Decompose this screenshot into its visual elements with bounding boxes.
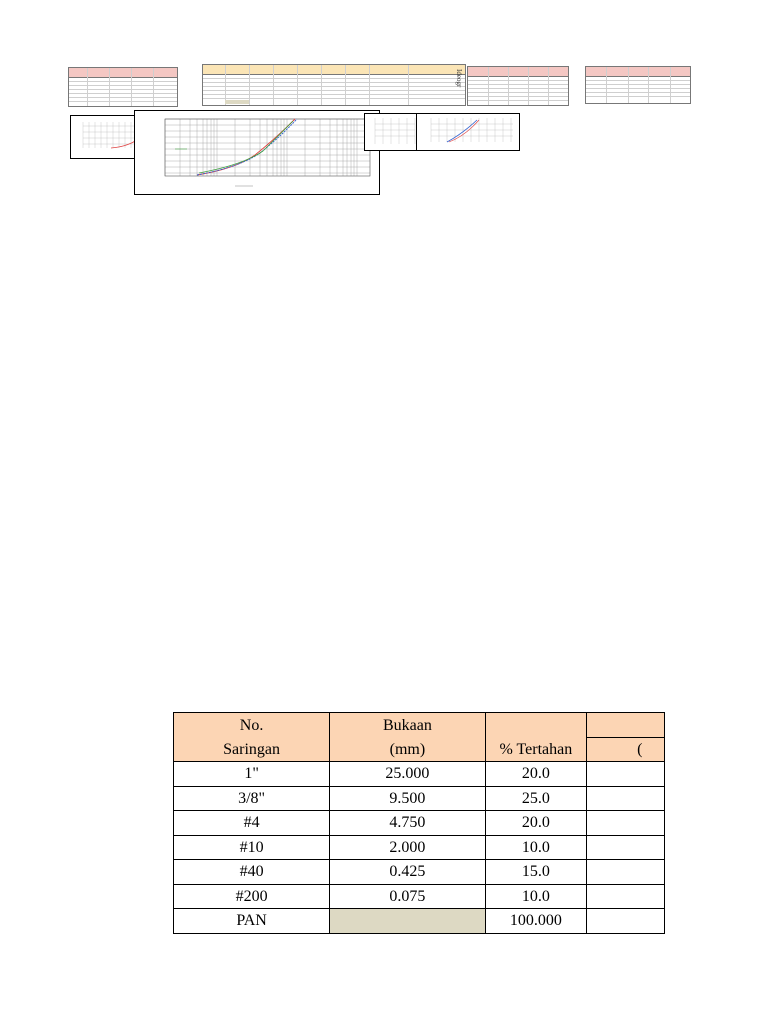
cell-no: 1" <box>174 762 330 787</box>
cell-bukaan: 9.500 <box>330 786 485 811</box>
mini-table-header <box>468 67 568 77</box>
cell-no: #200 <box>174 884 330 909</box>
col-header-tertahan-top <box>485 713 587 738</box>
mini-table-3[interactable] <box>467 66 569 106</box>
cell-bukaan: 4.750 <box>330 811 485 836</box>
cell-bukaan-pan <box>330 909 485 934</box>
cell-no: #40 <box>174 860 330 885</box>
curve-sample <box>199 121 293 173</box>
cell-cut <box>587 762 665 787</box>
table-row[interactable] <box>174 884 665 909</box>
cell-cut <box>587 909 665 934</box>
cell-bukaan: 0.075 <box>330 884 485 909</box>
table-row[interactable] <box>174 811 665 836</box>
col-header-cut-bottom: ( <box>587 737 665 762</box>
cell-no: #10 <box>174 835 330 860</box>
gradation-chart-plot <box>135 111 379 194</box>
cell-tertahan: 10.0 <box>485 835 587 860</box>
cell-bukaan: 25.000 <box>330 762 485 787</box>
table-row[interactable] <box>174 860 665 885</box>
rotated-text: Ideogr <box>455 69 463 88</box>
thumbnail-strip <box>60 55 700 200</box>
col-header-no-line2: Saringan <box>174 737 330 762</box>
mini-table-2[interactable] <box>202 64 466 106</box>
mini-table-1[interactable] <box>68 67 178 107</box>
sieve-analysis-table <box>173 712 665 942</box>
col-header-cut-top <box>587 713 665 738</box>
cell-no: 3/8" <box>174 786 330 811</box>
curve-upper <box>197 119 295 175</box>
col-header-no-line1: No. <box>174 713 330 738</box>
cell-cut <box>587 786 665 811</box>
cell-no-pan: PAN <box>174 909 330 934</box>
cell-tertahan: 25.0 <box>485 786 587 811</box>
table-row[interactable] <box>174 786 665 811</box>
cell-no: #4 <box>174 811 330 836</box>
cell-tertahan: 20.0 <box>485 811 587 836</box>
cell-cut <box>587 884 665 909</box>
cell-bukaan: 0.425 <box>330 860 485 885</box>
cell-cut <box>587 835 665 860</box>
mini-chart-right-1[interactable] <box>364 113 420 151</box>
mini-chart-left[interactable] <box>70 115 142 159</box>
table-row[interactable] <box>174 762 665 787</box>
table-row-pan[interactable] <box>174 909 665 934</box>
mini-chart-right-1-plot <box>365 114 419 150</box>
mini-chart-right-2[interactable] <box>416 113 520 151</box>
mini-table-4[interactable] <box>585 66 691 104</box>
cell-cut <box>587 860 665 885</box>
col-header-tertahan: % Tertahan <box>485 737 587 762</box>
col-header-bukaan-line2: (mm) <box>330 737 485 762</box>
mini-chart-right-2-plot <box>417 114 519 150</box>
table-row[interactable] <box>174 835 665 860</box>
mini-table-header <box>586 67 690 77</box>
mini-table-header <box>69 68 177 78</box>
mini-table-header <box>203 65 465 75</box>
mini-chart-left-plot <box>71 116 141 158</box>
gradation-chart[interactable] <box>134 110 380 195</box>
cell-tertahan: 10.0 <box>485 884 587 909</box>
cell-tertahan: 15.0 <box>485 860 587 885</box>
cell-cut <box>587 811 665 836</box>
curve-lower <box>197 119 297 175</box>
cell-bukaan: 2.000 <box>330 835 485 860</box>
cell-tertahan-total: 100.000 <box>485 909 587 934</box>
cell-tertahan: 20.0 <box>485 762 587 787</box>
col-header-bukaan-line1: Bukaan <box>330 713 485 738</box>
